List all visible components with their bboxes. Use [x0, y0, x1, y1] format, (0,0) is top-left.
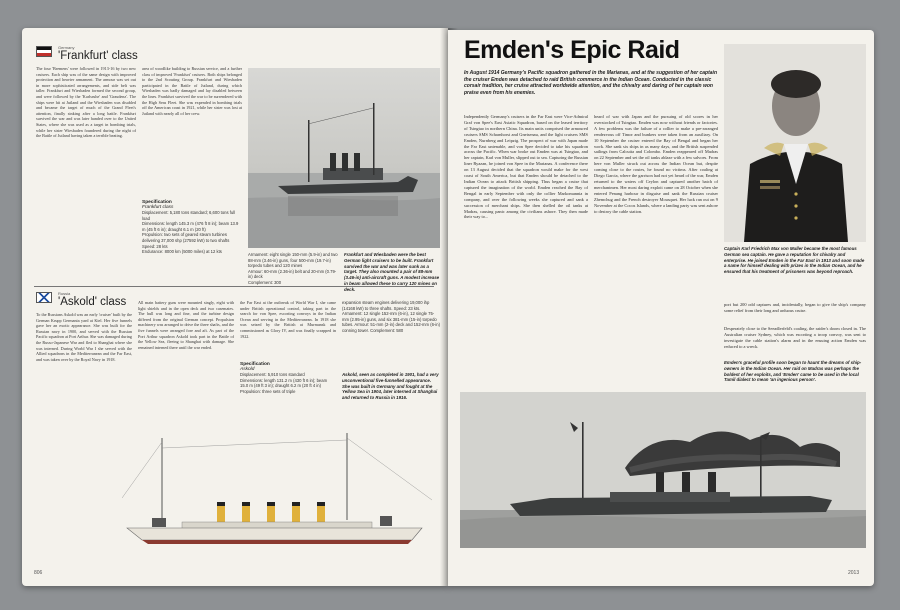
article-title: Emden's Epic Raid	[464, 36, 680, 64]
frankfurt-photo	[248, 68, 440, 248]
page-number: 806	[34, 570, 43, 576]
captain-portrait	[724, 44, 866, 242]
spec-line: Displacement: 5,180 tons standard; 6,600 tons full load	[142, 210, 236, 221]
frankfurt-caption: Frankfurt and Wiesbaden were the best German light cruisers to be built. Frankfurt survived the war and was later sunk as a target. They also mounted a pair of 88-mm (3.46-in) anti-aircraft guns. A modest increase in beam allowed these to carry 120 mines on deck.	[344, 252, 440, 292]
spec-line: Propulsion: three sets of triple	[240, 388, 296, 394]
country-label: Germany	[58, 45, 75, 50]
article-intro: In August 1914 Germany's Pacific squadron gathered in the Marianas, and at the suggestion of her captain the cruiser Emden was detached to raid British commerce in the Indian Ocean. Conducted in the classic corsair tradition, her cruise attracted worldwide attention, and the chivalry and daring of her captain won praise even from his enemies.	[464, 70, 718, 96]
spec-ship-name: Askold	[240, 367, 255, 372]
portrait-caption: Captain Karl Friedrich Max von Muller became the most famous German sea captain. He gave a reputation for chivalry and enterprise. He joined Emden in the Far East in 1913 and soon made a name for himself dealing with prizes in the Indian Ocean, and he ensured that his treatment of prisoners was beyond reproach.	[724, 246, 865, 275]
spec-heading: Specification	[142, 200, 172, 205]
spec-line: Endurance: 8000 km (5000 miles) at 12 kts	[142, 249, 222, 255]
left-page	[22, 28, 448, 586]
spec-line: Speed: 28 kts	[142, 243, 168, 249]
country-label: Russia	[58, 291, 71, 296]
right-page	[448, 30, 874, 586]
spec-ship-name: Frankfurt class	[142, 205, 174, 210]
spec-line: Propulsion: two sets of geared steam turbines delivering 37,000 shp (27592 kW) to two shafts	[142, 232, 230, 243]
russia-flag-icon	[36, 292, 52, 303]
askold-column-3	[240, 300, 336, 422]
emden-caption: Emden's graceful profile soon began to haunt the dreams of ship-owners in the Indian Ocean. Her raid on Madras was perhaps the boldest of her exploits, and 'Emden' came to be used in the local Tamil dialect to mean 'an ingenious person'.	[724, 360, 862, 383]
article-column-2: heard of war with Japan and the pursuing of old scores in her overstocked of Tsingtao. Emden was now without friends or factories. A few problems was the failure of a collier to make a pre-arranged rendezvous off Timor and bunkers were taken from an auxiliary. On 10 September the cruiser entered the Bay of Bengal and began her work. She sank six ships in as many days, and the British suspended sailings from Calcutta and Colombo. Emden reappeared off Madras on 22 September and set the oil tanks ablaze with a few salvoes. From here von Muller struck out across the Indian Ocean but, despite coming close to the routes, he found no victims. After coaling at Diego Garcia, where the garrison had not yet heard of the war, Emden returned to the waters off Ceylon and captured another batch of merchantmen. Her most daring exploit came on 28 October when she entered Penang harbour in disguise and sank the Russian cruiser Zhemchug and the French destroyer Mousquet. Her luck ran out on 9 November at the Cocos Islands, where a landing party was sent ashore to destroy the cable station.	[594, 114, 718, 214]
section-title-askold: 'Askold' class	[58, 296, 127, 308]
section-title-frankfurt: 'Frankfurt' class	[58, 50, 138, 62]
article-column-3b: Desperately close to the Seeadlerfeld's coaling, the raider's doom closed in. The Australian cruiser Sydney, which was escorting a troop convoy, was sent to investigate the cable station's alarm and in the ensuing action Emden was reduced to a wreck.	[724, 326, 866, 349]
spec-heading: Specification	[240, 362, 270, 367]
spec-line: Displacement: 5,910 tons standard	[240, 372, 305, 377]
frankfurt-ship-image	[248, 68, 440, 248]
article-column-3a: port but 200 odd captures and, incidentally, began to give the ship's company some relief from their long and arduous cruise.	[724, 302, 866, 313]
section-divider	[34, 286, 434, 287]
askold-ship-image	[122, 428, 444, 548]
askold-column-4	[342, 300, 440, 424]
frankfurt-column-2: area of woodlike building to Russian service, and a further class of improved 'Frankfurt' cruisers. Both ships belonged to the 2nd Scouting Group. Frankfurt and Wiesbaden participated in the Battle of Jutland, during which Wiesbaden was badly damaged and lay disabled between the lines. Frankfurt survived the war to be surrendered with the High Seas Fleet. She was expended in bombing trials off the American coast in 1921, while her sister was lost at Jutland with nearly all of her crew.	[142, 66, 242, 116]
askold-column-1: To the Russians Askold was an early 'cruiser' built by the German Krupp Germania yard at Kiel. Her five funnels gave her an exotic appearance. She was built for the Russian navy in 1900, and served with the Russian Pacific squadron at Port Arthur. She was damaged during the Russo-Japanese War and fled to Shanghai where she was interned. During World War I she served with the Allied squadrons in the Mediterranean and the Far East, and was taken over by the Royal Navy in 1918.	[36, 312, 132, 362]
article-column-1: Independently Germany's cruisers in the Far East were Vice-Admiral Graf von Spee's East Asiatic Squadron, based on the leased territory of Tsingtao in northern China. Its main units comprised the armoured cruisers SMS Scharnhorst and Gneisenau, and the light cruisers SMS Emden, Nurnberg and Leipzig. The prospect of war with Japan made the Far East untenable, and von Spee decided to take his squadron across the Pacific. When war broke out Emden was at Tsingtao, and her captain, Karl von Muller, slipped out to sea. Capturing the Russian liner Ryazan, he joined von Spee in the Marianas. A conference there on 13 August decided that the squadron would make for the west coast of South America, but that Emden should be detached to the Indian Ocean to attack British shipping. Thus began a cruise that captured the imagination of the world. Emden reached the Bay of Bengal in early September with only the collier Markomannia in company, and over the following weeks she captured and sank a succession of merchant ships. She then shelled the oil tanks at Madras, causing panic among the civilians ashore. They then made their way to...	[464, 114, 588, 220]
frankfurt-column-1: The four 'Bremens' were followed in 1913-16 by two new cruisers. Each ship was of the same design with improved protection and heavier armament. The armour was set out in more sophisticated arrangements, and side belt was taller. Frankfurt and Wiesbaden formed the second group, and were followed by the 'Karlsruhe' and 'Graudenz'. The ships were hit at Jutland and the Wiesbaden was disabled and became the target of much of the Grand Fleet's attention, finally sinking after a long battle. Frankfurt survived the war and was later handed over to the United States, where she was used as a target in bombing trials, while her sister Wiesbaden foundered during the night of the Battle of Jutland having taken a terrible beating.	[36, 66, 136, 139]
askold-illustration	[122, 428, 444, 548]
askold-caption: Askold, seen as completed in 1901, had a very unconventional five-funnelled appearance. She was built in Germany and fought at the Yellow Sea in 1904, later interned at Shanghai and returned to Russia in 1916.	[342, 372, 439, 401]
page-number: 2013	[848, 570, 860, 576]
spec-line: Dimensions: length 145.3 m (476 ft 8 in); beam 13.9 m (45 ft 6 in); draught 6.1 m (20 ft)	[142, 221, 239, 232]
emden-photo	[460, 392, 866, 548]
askold-spec-cont: expansion steam engines delivering 19,000 ihp (14168 kW) to three shafts. Speed: 23 kts. Armament: 12 single 152-mm (6-in), 12 single 75-mm (2.95-in) guns, and six 381-mm (15-in) torpedo tubes. Armour: 51-mm (2-in) deck and 152-mm (6-in) conning tower. Complement: 580	[342, 300, 440, 333]
spec-line: Armament: eight single 150-mm (5.9-in) and two 88-mm (3.46-in) guns, four 500-mm (19.7-in) torpedo tubes and 120 mines	[248, 252, 338, 269]
portrait-image	[724, 44, 866, 242]
germany-flag-icon	[36, 46, 52, 57]
spec-line: Armour: 60-mm (2.36-in) belt and 20-mm (0.79-in) deck	[248, 268, 337, 280]
askold-column-2: All main battery guns were mounted singly, eight with light shields and in the open deck and two casemates. The hull was long and fine, and the turbine design differed from the original German concept. Propulsion machinery was arranged to drive the three shafts, and the five funnels were arranged fore and aft. As part of the Port Arthur squadron Askold took part in the Battle of the Yellow Sea, fleeing to Shanghai with damage. She remained interned there until the war ended.	[138, 300, 234, 350]
spec-line: Dimensions: length 131.2 m (430 ft 6 in); beam 15.0 m (49 ft 3 in); draught 6.2 m (20 ft 4 in)	[240, 377, 328, 389]
emden-ship-image	[460, 392, 866, 548]
spec-line: Complement: 300	[248, 279, 282, 285]
frankfurt-specification	[142, 200, 242, 288]
askold-column-3-text: the Far East at the outbreak of World War I, she came under British operational control, taking part in the search for von Spee, escorting convoys in the Indian Ocean and serving in the Mediterranean. In 1918 she was seized by the British at Murmansk and commissioned as Glory IV, and was finally scrapped in 1922.	[240, 300, 336, 339]
frankfurt-specification-cont	[248, 252, 338, 302]
